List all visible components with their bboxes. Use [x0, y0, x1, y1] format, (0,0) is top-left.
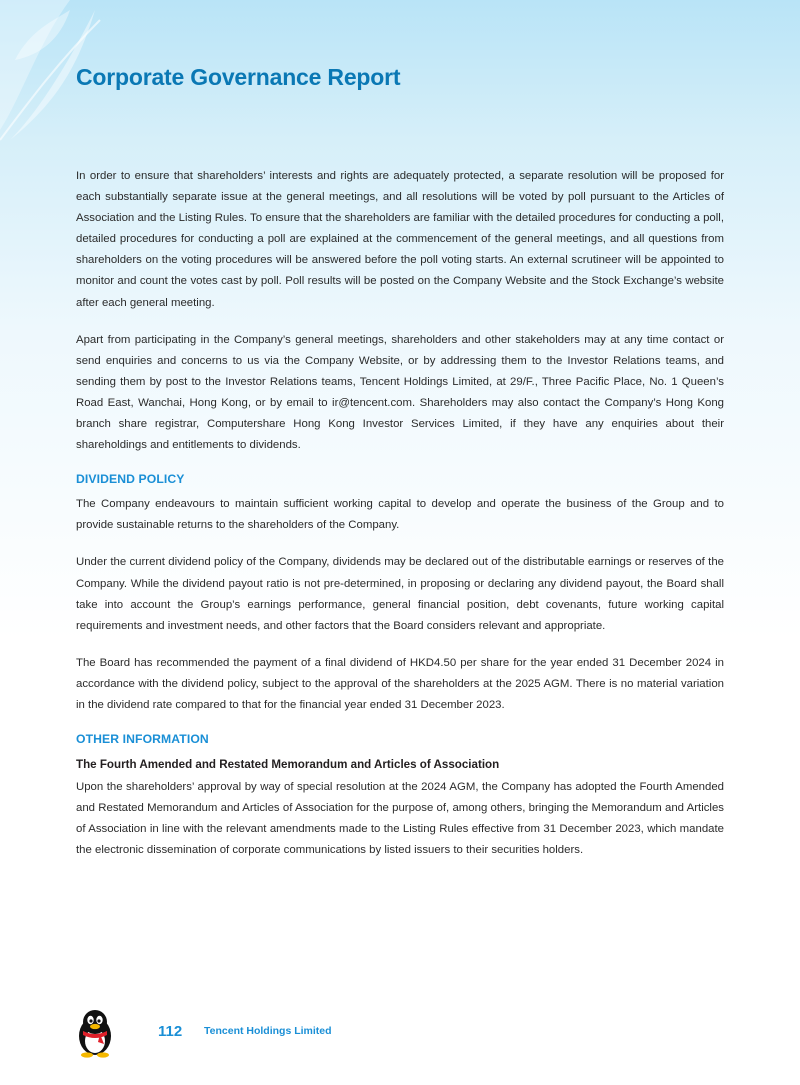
page-number: 112 [158, 1023, 183, 1040]
articles-of-association-paragraph: Upon the shareholders’ approval by way of special resolution at the 2024 AGM, the Company has adopted the Fourth Amended and Restated Memorandum and Articles of Association for the purpose of, among others, bringing the Memorandum and Articles of Association in line with the relevant amendments made to the Listing Rules effective from 31 December 2023, which mandate the electronic dissemination of corporate communications by listed issuers to their securities holders. [76, 781, 724, 857]
shareholder-voting-paragraph: In order to ensure that shareholders’ interests and rights are adequately protected, a separate resolution will be proposed for each substantially separate issue at the general meetings, and all resolutions will be voted by poll pursuant to the Articles of Association and the Listing Rules. To ensure that the shareholders are familiar with the detailed procedures for conducting a poll, detailed procedures for conducting a poll are explained at the commencement of the general meetings, and all questions from shareholders on the voting procedures will be answered before the poll voting starts. An external scrutineer will be appointed to monitor and count the votes cast by poll. Poll results will be posted on the Company Website and the Stock Exchange’s website after each general meeting. [76, 170, 724, 309]
dividend-policy-paragraph-3: The Board has recommended the payment of a final dividend of HKD4.50 per share for the year ended 31 December 2024 in accordance with the dividend policy, subject to the approval of the shareholders at the 2025 AGM. There is no material variation in the dividend rate compared to that for the financial year ended 31 December 2023. [76, 656, 724, 711]
report-body [76, 166, 724, 877]
company-name: Tencent Holdings Limited [204, 1025, 332, 1037]
page-title: Corporate Governance Report [76, 64, 401, 90]
other-information-heading: OTHER INFORMATION [76, 732, 209, 747]
dividend-policy-heading: DIVIDEND POLICY [76, 472, 185, 487]
page-footer [0, 1002, 800, 1062]
articles-of-association-subheading: The Fourth Amended and Restated Memorandum and Articles of Association [76, 758, 500, 772]
shareholder-contact-paragraph: Apart from participating in the Company’s general meetings, shareholders and other stakeholders may at any time contact or send enquiries and concerns to us via the Company Website, or by addressing them to the Investor Relations teams, and sending them by post to the Investor Relations teams, Tencent Holdings Limited, at 29/F., Three Pacific Place, No. 1 Queen’s Road East, Wanchai, Hong Kong, or by email to ir@tencent.com. Shareholders may also contact the Company’s Hong Kong branch share registrar, Computershare Hong Kong Investor Services Limited, if they have any enquiries about their shareholdings and entitlements to dividends. [76, 333, 724, 452]
dividend-policy-paragraph-1: The Company endeavours to maintain sufficient working capital to develop and operate the business of the Group and to provide sustainable returns to the shareholders of the Company. [76, 498, 724, 532]
qq-penguin-icon [74, 1006, 116, 1058]
dividend-policy-paragraph-2: Under the current dividend policy of the Company, dividends may be declared out of the distributable earnings or reserves of the Company. While the dividend payout ratio is not pre-determined, in proposing or declaring any dividend payout, the Board shall take into account the Group’s earnings performance, general financial position, debt covenants, future working capital requirements and investment needs, and other factors that the Board considers relevant and appropriate. [76, 556, 724, 632]
